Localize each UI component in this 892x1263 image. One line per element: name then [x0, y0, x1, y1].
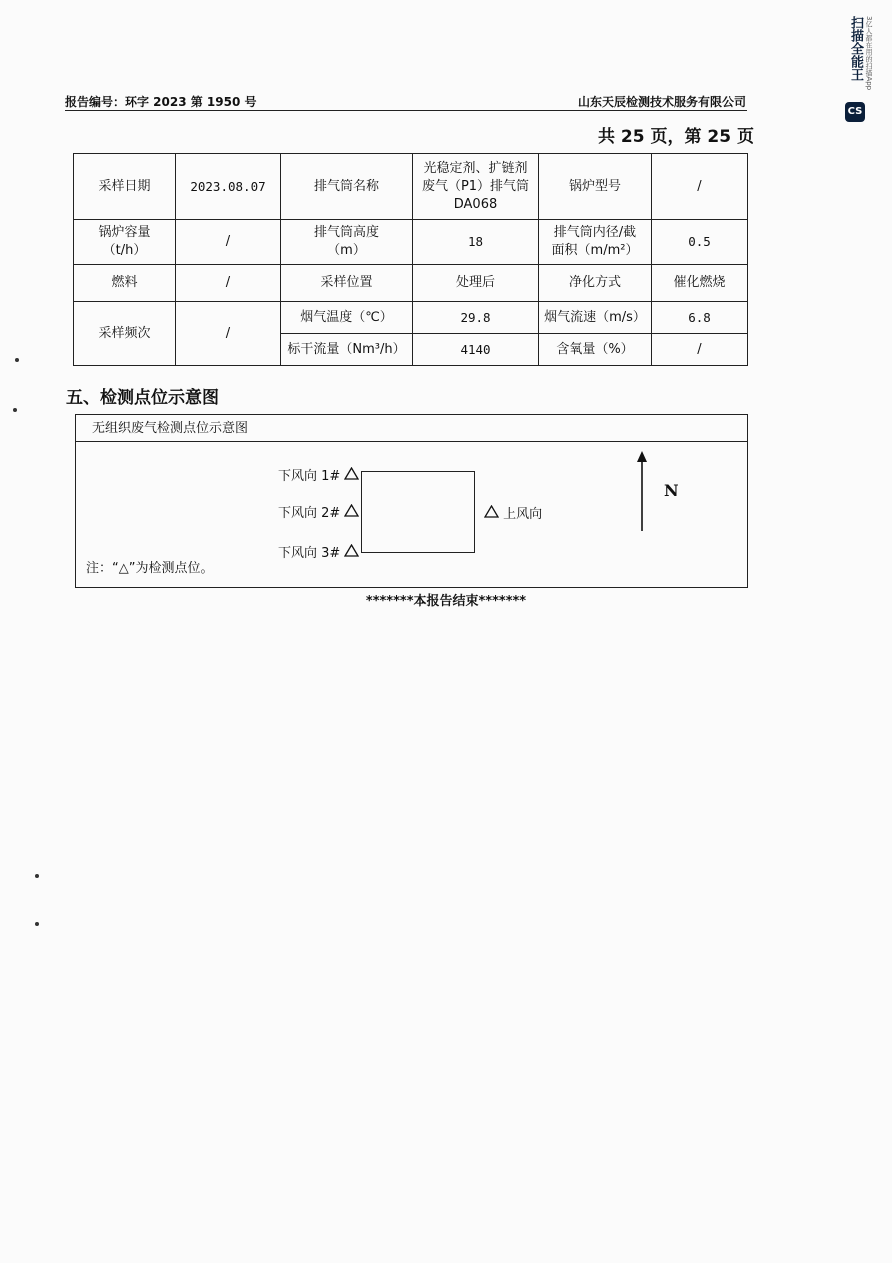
section-title: 五、检测点位示意图 [66, 388, 219, 408]
downwind-point-3-label: 下风向 3# [278, 546, 341, 561]
diagram-note: 注：“△”为检测点位。 [86, 561, 214, 576]
north-label: N [664, 481, 679, 500]
scanner-app-name: 扫描全能王 [848, 16, 863, 81]
downwind-point-2 [278, 502, 359, 521]
label-standard-dry-flow: 标干流量（Nm³/h） [281, 334, 413, 366]
value-stack-name [413, 154, 539, 220]
north-arrow-icon [632, 451, 652, 533]
label-purification-method: 净化方式 [539, 265, 652, 302]
triangle-marker-icon [344, 504, 359, 517]
scanner-watermark [845, 16, 875, 126]
label-sampling-frequency: 采样频次 [74, 302, 176, 366]
value-boiler-model: / [652, 154, 748, 220]
upwind-point-label: 上风向 [503, 507, 543, 522]
label-stack-height [281, 220, 413, 265]
report-end-marker: *******本报告结束******* [365, 594, 527, 609]
value-standard-dry-flow: 4140 [413, 334, 539, 366]
scan-speck [35, 922, 39, 926]
value-boiler-capacity: / [176, 220, 281, 265]
triangle-marker-icon [484, 505, 499, 518]
upwind-point [484, 503, 542, 522]
downwind-point-2-label: 下风向 2# [278, 506, 341, 521]
value-flue-gas-temperature: 29.8 [413, 302, 539, 334]
value-oxygen-content: / [652, 334, 748, 366]
table-row [74, 302, 748, 334]
stack-diameter-line1: 排气筒内径/截 [553, 225, 637, 240]
value-stack-diameter: 0.5 [652, 220, 748, 265]
downwind-point-1 [278, 465, 359, 484]
value-fuel: / [176, 265, 281, 302]
scanner-slogan: 3亿人都在用的扫描App [865, 16, 873, 91]
triangle-marker-icon [344, 467, 359, 480]
stack-diameter-line2: 面积（m/m²） [551, 243, 639, 258]
label-stack-name: 排气筒名称 [281, 154, 413, 220]
header-divider [65, 110, 747, 111]
table-row [74, 265, 748, 302]
boiler-capacity-line1: 锅炉容量 [98, 225, 151, 240]
downwind-point-1-label: 下风向 1# [278, 469, 341, 484]
stack-name-line1: 光稳定剂、扩链剂 [423, 160, 528, 176]
report-number: 报告编号：环字 2023 第 1950 号 [65, 95, 257, 109]
label-sampling-date: 采样日期 [74, 154, 176, 220]
scan-speck [15, 358, 19, 362]
monitoring-point-diagram [75, 414, 748, 588]
label-oxygen-content: 含氧量（%） [539, 334, 652, 366]
cs-logo-icon: CS [845, 102, 865, 122]
boiler-capacity-line2: （t/h） [102, 243, 147, 258]
company-name: 山东天辰检测技术服务有限公司 [577, 95, 746, 109]
stack-name-line3: DA068 [453, 196, 498, 212]
label-boiler-model: 锅炉型号 [539, 154, 652, 220]
plant-site-outline [361, 471, 475, 553]
value-sampling-frequency: / [176, 302, 281, 366]
label-boiler-capacity [74, 220, 176, 265]
sampling-parameters-table [73, 153, 748, 366]
value-stack-height: 18 [413, 220, 539, 265]
label-flue-gas-temperature: 烟气温度（℃） [281, 302, 413, 334]
label-fuel: 燃料 [74, 265, 176, 302]
label-sampling-location: 采样位置 [281, 265, 413, 302]
scan-speck [35, 874, 39, 878]
value-sampling-location: 处理后 [413, 265, 539, 302]
label-stack-diameter [539, 220, 652, 265]
downwind-point-3 [278, 542, 359, 561]
value-flue-gas-velocity: 6.8 [652, 302, 748, 334]
table-row [74, 220, 748, 265]
value-purification-method: 催化燃烧 [652, 265, 748, 302]
value-sampling-date: 2023.08.07 [176, 154, 281, 220]
stack-height-line1: 排气筒高度 [313, 225, 379, 240]
label-flue-gas-velocity: 烟气流速（m/s） [539, 302, 652, 334]
scan-speck [13, 408, 17, 412]
stack-name-line2: 废气（P1）排气筒 [421, 178, 530, 194]
page-indicator: 共 25 页，第 25 页 [598, 127, 754, 147]
stack-height-line2: （m） [327, 243, 366, 258]
diagram-title: 无组织废气检测点位示意图 [76, 415, 747, 442]
triangle-marker-icon [344, 544, 359, 557]
table-row [74, 154, 748, 220]
